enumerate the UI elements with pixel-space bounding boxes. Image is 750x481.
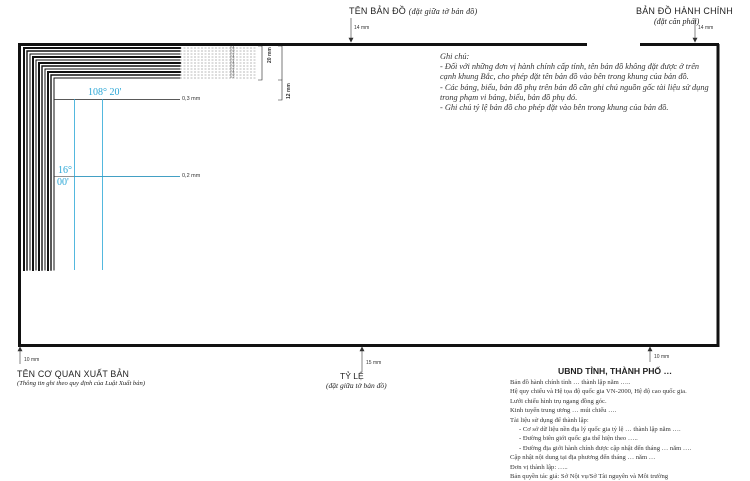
colophon-line: Lưới chiếu hình trụ ngang đồng góc. [510,397,607,405]
dim-top-left: 14 mm [354,25,370,31]
dim-20mm: 20 mm [267,47,273,63]
map-title [349,6,477,16]
publisher-label: TÊN CƠ QUAN XUẤT BẢN [17,369,130,379]
scale-note: (đặt giữa tờ bản đồ) [326,381,387,390]
dim-bottom-center: 15 mm [366,360,382,366]
line-label: 0,3 [230,47,235,52]
latitude-min-label: 00' [57,177,69,188]
line-label: 0,4 [230,59,235,64]
note-line: cạnh khung Bắc, cho phép đặt tên bản đồ vào bên trong khung của bản đồ. [440,72,689,82]
note-line: trong phạm vi bảng, biểu, bản đồ phụ đó. [440,92,578,102]
colophon-line: Bản quyền tác giả: Sở Nội vụ/Sở Tài nguyên và Môi trường [510,473,669,481]
note-line: - Đối với những đơn vị hành chính cấp tỉnh, tên bản đồ không đặt được ở trên [440,62,700,72]
scale-label: TỶ LỆ [340,371,364,381]
notes-title: Ghi chú: [440,52,470,61]
line-label: 0,4 [230,44,235,49]
colophon-line: Kinh tuyến trung ương … múi chiếu …. [510,407,617,415]
colophon-line: Hệ quy chiếu và Hệ tọa độ quốc gia VN-2000, Hệ độ cao quốc gia. [510,388,687,396]
colophon-line: Đơn vị thành lập: ….. [510,463,568,471]
note-line: - Các bảng, biểu, bản đồ phụ trên bản đồ cần ghi chú nguồn gốc tài liệu sử dụng [440,82,709,92]
colophon-line: Cập nhật nội dung tại địa phương đến tháng … năm … [510,454,656,462]
authority-label: UBND TỈNH, THÀNH PHỐ … [558,366,673,376]
line-thickness-labels [230,46,234,79]
line-label: 0,2 [230,65,235,70]
line-label: 0,2 [230,74,235,79]
dim-bottom-right: 10 mm [654,354,670,360]
longitude-label: 108° 20' [88,87,122,98]
colophon-line: - Đường địa giới hành chính được cập nhật đến tháng … năm …. [519,444,692,452]
note-line: - Ghi chú tỷ lệ bản đồ cho phép đặt vào bên trong khung của bản đồ. [440,103,669,113]
colophon-line: - Đường biên giới quốc gia thể hiện theo ….. [519,435,638,443]
line-label: 0,3 [230,71,235,76]
dim-top-right: 14 mm [698,25,714,31]
colophon-line: - Cơ sở dữ liệu nền địa lý quốc gia tỷ lệ … thành lập năm …. [519,426,681,434]
line-label: 0,2 [230,56,235,61]
admin-map-note: (đặt căn phải) [654,17,700,26]
line-03-label: 0,3 mm [182,96,201,102]
line-label: 0,4 [230,53,235,58]
line-label-leaders [180,44,256,78]
publisher-note: (Thông tin ghi theo quy định của Luật Xuất bản) [17,380,146,387]
nested-frame-lines [24,48,180,270]
dim-bottom-left: 10 mm [24,357,40,363]
line-02-label: 0,2 mm [182,173,201,179]
colophon-line: Tài liệu sử dụng để thành lập: [510,416,589,424]
latitude-deg-label: 16° [58,165,72,176]
line-label: 0,2 [230,50,235,55]
line-label: 0,3 [230,62,235,67]
dim-12mm: 12 mm [286,83,292,99]
notes-block [440,52,720,113]
graticule-lines [54,99,180,270]
line-label: 0,4 [230,68,235,73]
admin-map-label: BẢN ĐỒ HÀNH CHÍNH [636,6,733,16]
colophon-block [510,378,745,481]
map-title-note: (đặt giữa tờ bản đồ) [408,7,478,16]
colophon-line: Bản đồ hành chính tỉnh … thành lập năm ….. [510,379,631,386]
map-title-text: TÊN BẢN ĐỒ [349,6,407,16]
